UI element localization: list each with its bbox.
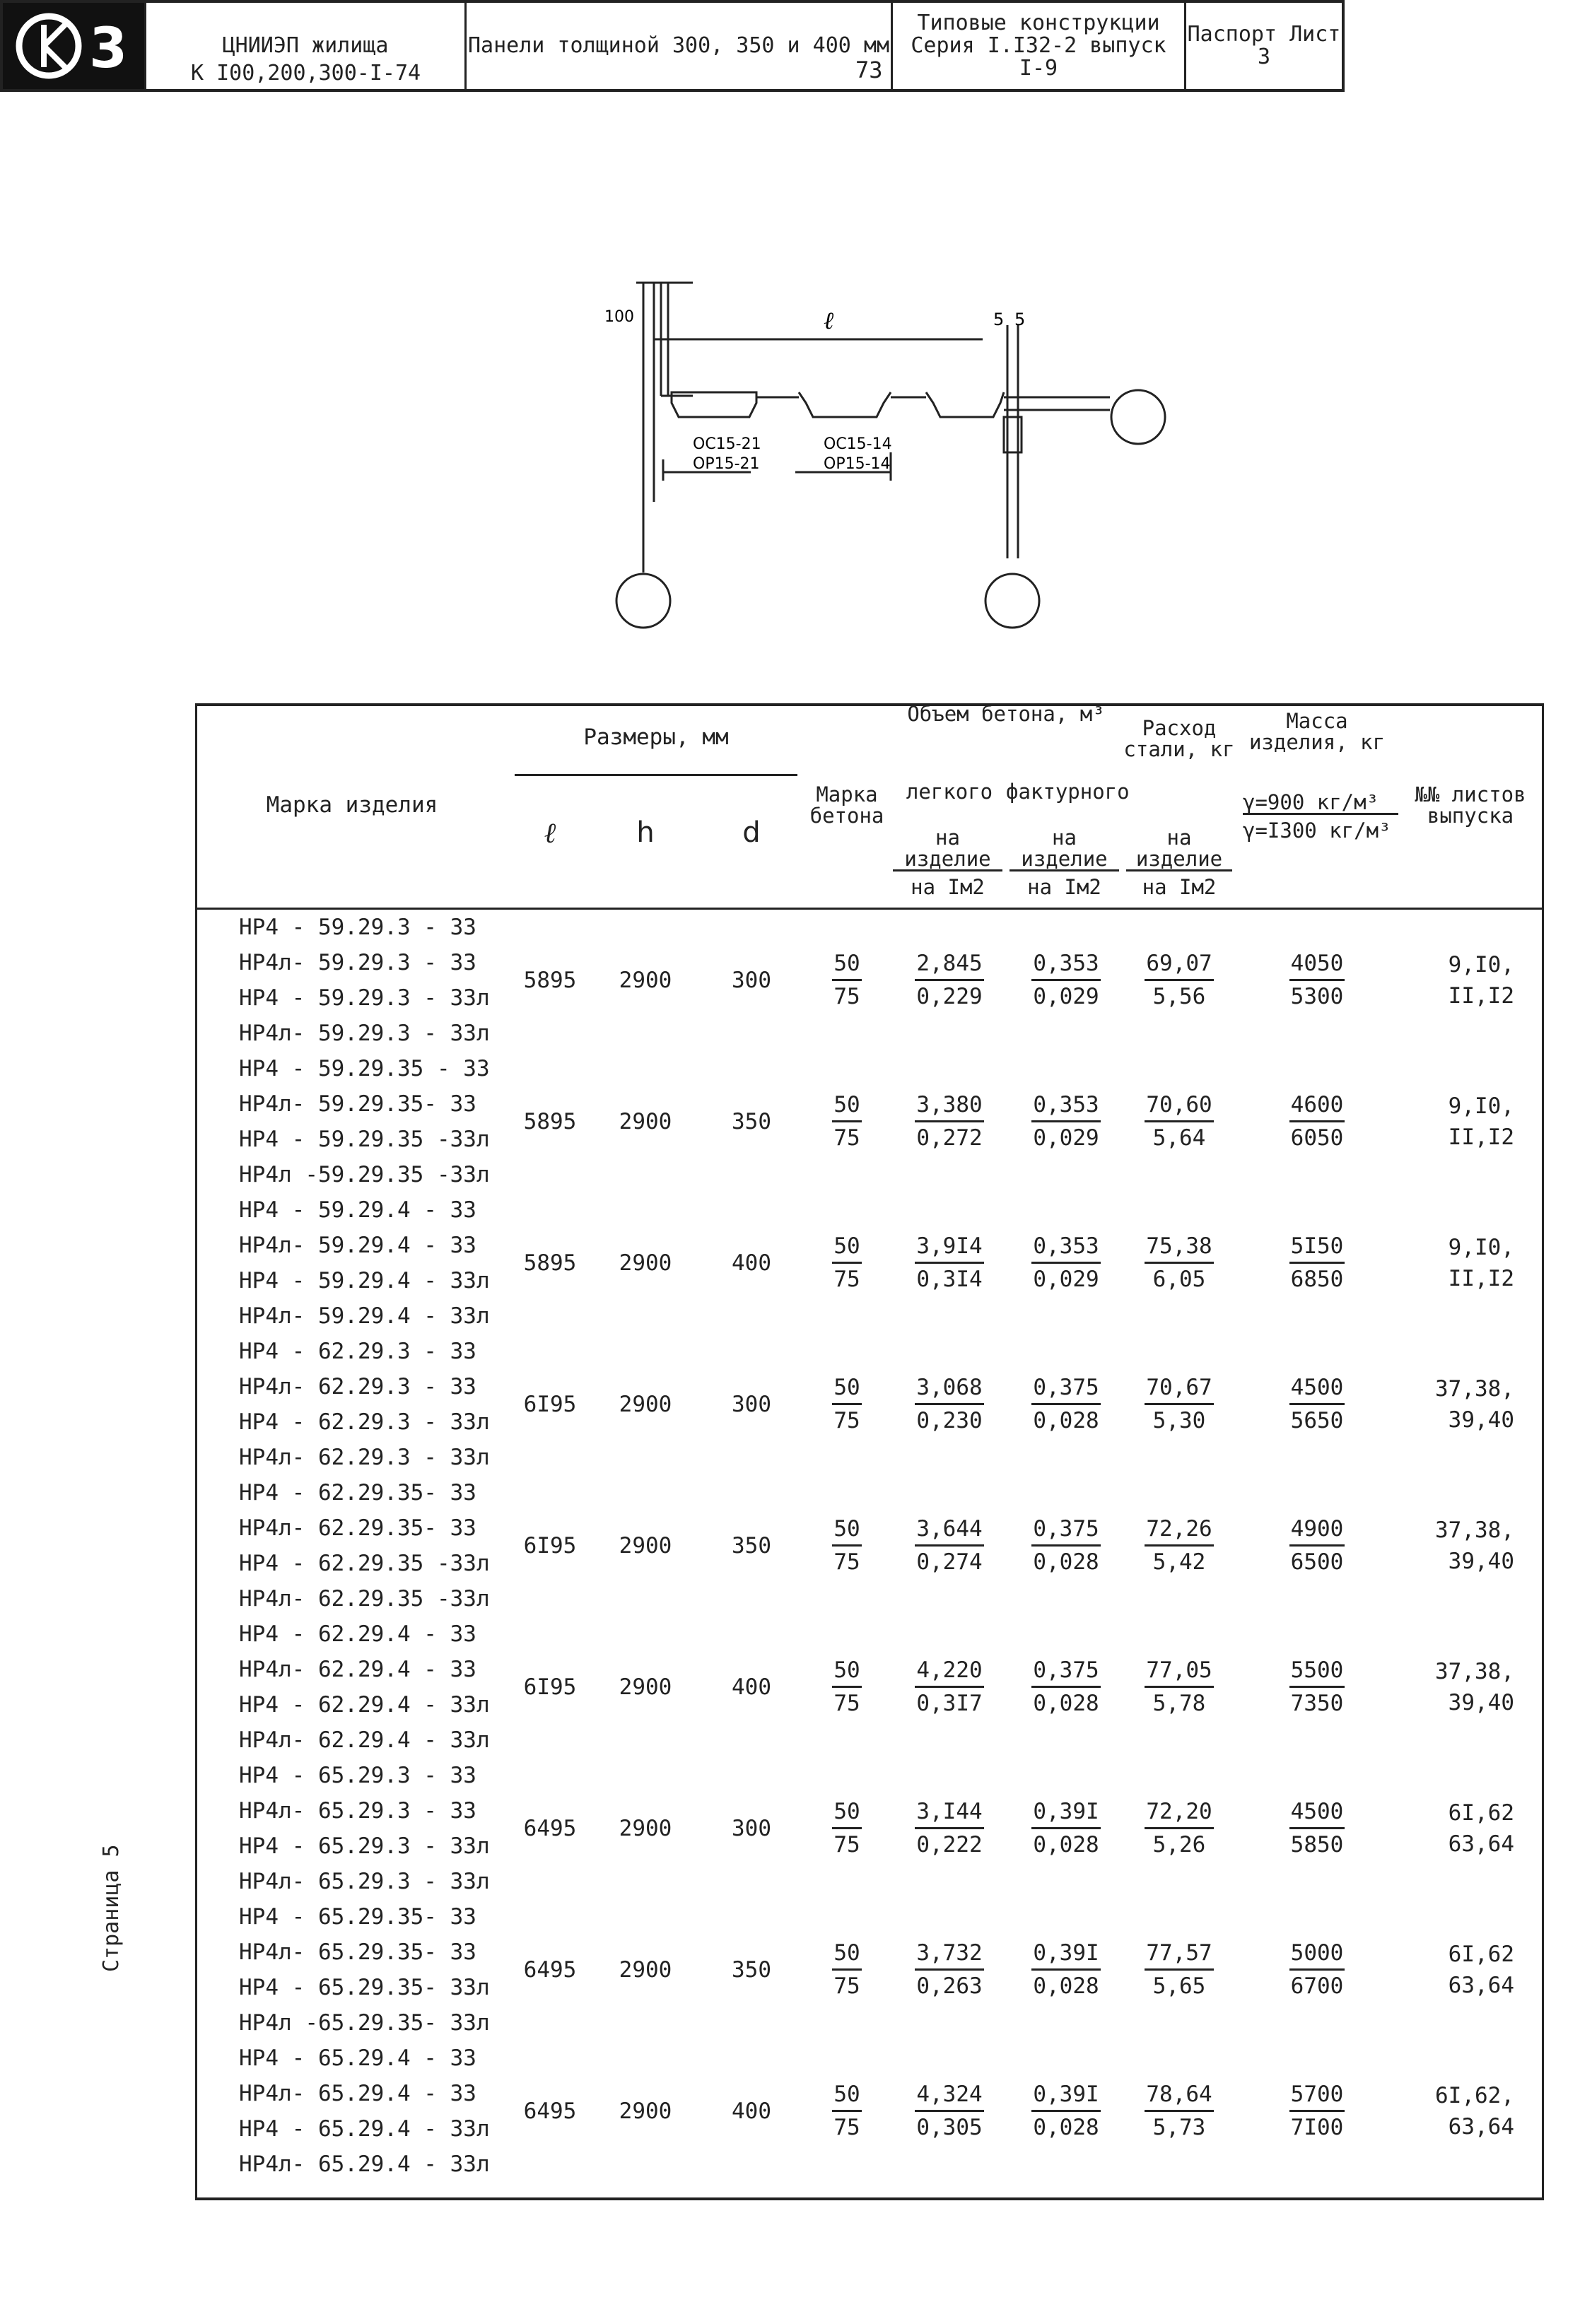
header-mark: Марка изделия xyxy=(266,792,438,818)
product-mark: НР4 - 59.29.3 - 33 xyxy=(239,914,476,940)
header-volume-label: Объем бетона, м³ xyxy=(907,702,1105,726)
product-mark: НР4л- 62.29.35 -33л xyxy=(239,1585,490,1612)
light-concrete-volume-bottom: 0,272 xyxy=(916,1125,983,1151)
header-per-m2-facing: на Iм2 xyxy=(1027,875,1101,899)
light-concrete-volume-top: 2,845 xyxy=(915,948,983,981)
size-l: 5895 xyxy=(523,1250,577,1276)
sheets-cell xyxy=(1398,1616,1543,1758)
item-mass-bottom: 5650 xyxy=(1290,1408,1344,1433)
size-l: 6I95 xyxy=(523,1532,577,1559)
size-l: 5895 xyxy=(523,967,577,993)
steel-consumption xyxy=(1123,1899,1236,2041)
facing-concrete-volume-bottom: 0,028 xyxy=(1033,1973,1099,1999)
product-mark: НР4л -59.29.35 -33л xyxy=(239,1161,490,1187)
light-concrete-volume-top: 3,9I4 xyxy=(915,1231,983,1264)
label-op15-14: ОР15-14 xyxy=(824,455,891,473)
sheets-cell xyxy=(1398,1758,1543,1899)
item-mass-bottom: 5300 xyxy=(1290,984,1344,1009)
header-d: d xyxy=(742,816,761,849)
light-concrete-volume-top: 3,068 xyxy=(915,1372,983,1405)
steel-consumption xyxy=(1123,1758,1236,1899)
sheets-line-2: 63,64 xyxy=(1448,1972,1514,1998)
header-steel-label: Расход стали, кг xyxy=(1123,716,1235,761)
header-concrete-volume xyxy=(889,702,1130,908)
marks-cell xyxy=(197,1899,508,2041)
sheets-cell xyxy=(1398,1334,1543,1475)
product-mark: НР4 - 59.29.35 - 33 xyxy=(239,1055,490,1081)
product-mark: НР4л- 62.29.4 - 33л xyxy=(239,1727,490,1753)
concrete-grade xyxy=(804,1616,889,1758)
item-mass-bottom: 6500 xyxy=(1290,1549,1344,1575)
light-concrete-volume xyxy=(889,1475,1010,1616)
light-concrete-volume xyxy=(889,2041,1010,2182)
concrete-grade-bottom: 75 xyxy=(833,984,860,1009)
size-d: 400 xyxy=(732,2098,771,2124)
dim-5a: 5 xyxy=(993,310,1005,329)
product-mark: НР4 - 62.29.35- 33 xyxy=(239,1479,476,1506)
item-mass-top: 4500 xyxy=(1289,1796,1345,1829)
item-mass-top: 5700 xyxy=(1289,2079,1345,2112)
table-row xyxy=(197,1051,1543,1192)
header-concrete-grade: Марка бетона xyxy=(809,782,884,828)
light-concrete-volume-top: 3,732 xyxy=(915,1937,983,1971)
products-table xyxy=(197,703,1543,2182)
item-mass xyxy=(1236,1051,1398,1192)
marks-cell xyxy=(197,1334,508,1475)
concrete-grade-bottom: 75 xyxy=(833,1832,860,1858)
steel-consumption xyxy=(1123,908,1236,1051)
steel-consumption xyxy=(1123,1475,1236,1616)
product-mark: НР4л- 59.29.35- 33 xyxy=(239,1091,476,1117)
item-mass xyxy=(1236,1616,1398,1758)
concrete-grade xyxy=(804,908,889,1051)
header-per-item-light: на изделие xyxy=(893,827,1002,872)
header-per-item-facing: на изделие xyxy=(1010,827,1119,872)
sheets-line-1: 9,I0, xyxy=(1448,951,1514,978)
dim-100: 100 xyxy=(604,308,634,326)
size-h: 2900 xyxy=(619,1815,672,1841)
product-mark: НР4 - 65.29.3 - 33л xyxy=(239,1833,490,1859)
light-concrete-volume xyxy=(889,1192,1010,1334)
steel-consumption-top: 77,57 xyxy=(1145,1937,1213,1971)
light-concrete-volume xyxy=(889,908,1010,1051)
item-mass-top: 4600 xyxy=(1289,1089,1345,1122)
marks-cell xyxy=(197,1051,508,1192)
sheets-line-2: II,I2 xyxy=(1448,982,1514,1009)
sheets-line-2: II,I2 xyxy=(1448,1265,1514,1291)
marks-cell xyxy=(197,1475,508,1616)
table-row xyxy=(197,1475,1543,1616)
product-mark: НР4 - 65.29.35- 33л xyxy=(239,1974,490,2000)
size-l: 5895 xyxy=(523,1108,577,1134)
marks-cell xyxy=(197,908,508,1051)
concrete-grade-top: 50 xyxy=(832,1372,861,1405)
item-mass xyxy=(1236,1192,1398,1334)
product-mark: НР4 - 65.29.4 - 33л xyxy=(239,2115,490,2142)
steel-consumption-bottom: 5,56 xyxy=(1152,984,1206,1009)
sheets-line-2: 63,64 xyxy=(1448,2113,1514,2140)
product-mark: НР4 - 59.29.3 - 33л xyxy=(239,985,490,1011)
size-d: 350 xyxy=(732,1956,771,1983)
item-mass xyxy=(1236,1758,1398,1899)
label-oc15-14: ОС15-14 xyxy=(824,435,892,453)
facing-concrete-volume xyxy=(1010,908,1123,1051)
concrete-grade-bottom: 75 xyxy=(833,1125,860,1151)
sheets-cell xyxy=(1398,1899,1543,2041)
size-d: 350 xyxy=(732,1532,771,1559)
size-d: 400 xyxy=(732,1674,771,1700)
concrete-grade-top: 50 xyxy=(832,1655,861,1688)
facing-concrete-volume xyxy=(1010,1051,1123,1192)
sheets-line-1: 37,38, xyxy=(1435,1517,1514,1543)
product-mark: НР4 - 62.29.3 - 33л xyxy=(239,1409,490,1435)
product-mark: НР4л- 59.29.3 - 33 xyxy=(239,949,476,975)
header-l: ℓ xyxy=(544,817,556,850)
marks-cell xyxy=(197,2041,508,2182)
sheets-line-2: II,I2 xyxy=(1448,1124,1514,1150)
product-mark: НР4л- 65.29.4 - 33л xyxy=(239,2151,490,2177)
concrete-grade-bottom: 75 xyxy=(833,1267,860,1292)
item-mass xyxy=(1236,1475,1398,1616)
item-mass-top: 4050 xyxy=(1289,948,1345,981)
item-mass-bottom: 5850 xyxy=(1290,1832,1344,1858)
item-mass xyxy=(1236,1899,1398,2041)
steel-consumption xyxy=(1123,1192,1236,1334)
header-mass xyxy=(1236,703,1398,908)
table-row xyxy=(197,1758,1543,1899)
steel-consumption xyxy=(1123,1334,1236,1475)
item-mass xyxy=(1236,908,1398,1051)
product-mark: НР4л- 65.29.35- 33 xyxy=(239,1939,476,1965)
sheets-line-1: 37,38, xyxy=(1435,1375,1514,1402)
concrete-grade-bottom: 75 xyxy=(833,1549,860,1575)
concrete-grade xyxy=(804,2041,889,2182)
product-mark: НР4 - 62.29.4 - 33л xyxy=(239,1691,490,1718)
table-row xyxy=(197,908,1543,1051)
concrete-grade xyxy=(804,1475,889,1616)
size-h: 2900 xyxy=(619,2098,672,2124)
label-op15-21: ОР15-21 xyxy=(693,455,760,473)
concrete-grade-top: 50 xyxy=(832,1796,861,1829)
facing-concrete-volume-bottom: 0,029 xyxy=(1033,1125,1099,1151)
concrete-grade xyxy=(804,1334,889,1475)
light-concrete-volume-top: 3,I44 xyxy=(915,1796,983,1829)
size-h: 2900 xyxy=(619,1108,672,1134)
table-row xyxy=(197,2041,1543,2182)
size-l: 6495 xyxy=(523,1815,577,1841)
product-mark: НР4 - 62.29.4 - 33 xyxy=(239,1621,476,1647)
sheets-cell xyxy=(1398,2041,1543,2182)
product-mark: НР4л- 62.29.3 - 33л xyxy=(239,1444,490,1470)
product-mark: НР4л- 59.29.3 - 33л xyxy=(239,1020,490,1046)
sheets-line-2: 39,40 xyxy=(1448,1548,1514,1574)
facing-concrete-volume-top: 0,375 xyxy=(1031,1513,1100,1547)
light-concrete-volume-bottom: 0,3I7 xyxy=(916,1691,983,1716)
light-concrete-volume-bottom: 0,230 xyxy=(916,1408,983,1433)
product-mark: НР4л- 65.29.4 - 33 xyxy=(239,2080,476,2106)
sheets-line-1: 6I,62, xyxy=(1435,2082,1514,2108)
side-page-note: Страница 5 xyxy=(99,1844,124,1972)
product-mark: НР4л- 62.29.4 - 33 xyxy=(239,1656,476,1682)
ckz-logo xyxy=(3,3,144,89)
steel-consumption-bottom: 5,64 xyxy=(1152,1125,1206,1151)
dim-l: ℓ xyxy=(824,307,834,335)
header-per-m2-steel: на Iм2 xyxy=(1142,875,1217,899)
facing-concrete-volume xyxy=(1010,1192,1123,1334)
size-l: 6I95 xyxy=(523,1674,577,1700)
light-concrete-volume-bottom: 0,263 xyxy=(916,1973,983,1999)
facing-concrete-volume xyxy=(1010,1475,1123,1616)
size-d: 300 xyxy=(732,967,771,993)
panel-joint-diagram xyxy=(580,269,1188,636)
concrete-grade-top: 50 xyxy=(832,1937,861,1971)
size-h: 2900 xyxy=(619,1391,672,1417)
item-mass-bottom: 6050 xyxy=(1290,1125,1344,1151)
steel-consumption-bottom: 5,26 xyxy=(1152,1832,1206,1858)
item-mass xyxy=(1236,1334,1398,1475)
light-concrete-volume-top: 4,324 xyxy=(915,2079,983,2112)
sheets-cell xyxy=(1398,908,1543,1051)
sheets-line-1: 9,I0, xyxy=(1448,1234,1514,1260)
light-concrete-volume-bottom: 0,274 xyxy=(916,1549,983,1575)
size-d: 400 xyxy=(732,1250,771,1276)
header-facing: фактурного xyxy=(1006,780,1130,804)
label-oc15-21: ОС15-21 xyxy=(693,435,761,453)
sheets-line-2: 39,40 xyxy=(1448,1407,1514,1433)
facing-concrete-volume xyxy=(1010,1899,1123,2041)
facing-concrete-volume xyxy=(1010,1334,1123,1475)
facing-concrete-volume-bottom: 0,028 xyxy=(1033,1408,1099,1433)
steel-consumption xyxy=(1123,1051,1236,1192)
facing-concrete-volume-bottom: 0,028 xyxy=(1033,1549,1099,1575)
light-concrete-volume-top: 4,220 xyxy=(915,1655,983,1688)
facing-concrete-volume-top: 0,375 xyxy=(1031,1655,1100,1688)
concrete-grade-bottom: 75 xyxy=(833,1408,860,1433)
header-per-m2-light: на Iм2 xyxy=(911,875,985,899)
steel-consumption-bottom: 5,78 xyxy=(1152,1691,1206,1716)
ckz-logo-icon xyxy=(10,7,137,85)
steel-consumption-top: 72,26 xyxy=(1145,1513,1213,1547)
sheet-info: Паспорт Лист 3 xyxy=(1184,3,1342,89)
item-mass-top: 5500 xyxy=(1289,1655,1345,1688)
light-concrete-volume-bottom: 0,3I4 xyxy=(916,1267,983,1292)
size-h: 2900 xyxy=(619,1250,672,1276)
product-mark: НР4л- 62.29.35- 33 xyxy=(239,1515,476,1541)
table-row xyxy=(197,1192,1543,1334)
item-mass-bottom: 7350 xyxy=(1290,1691,1344,1716)
light-concrete-volume-bottom: 0,222 xyxy=(916,1832,983,1858)
sheets-cell xyxy=(1398,1192,1543,1334)
light-concrete-volume-top: 3,380 xyxy=(915,1089,983,1122)
facing-concrete-volume-top: 0,353 xyxy=(1031,1231,1100,1264)
product-mark: НР4 - 65.29.35- 33 xyxy=(239,1903,476,1930)
sheets-line-1: 6I,62 xyxy=(1448,1941,1514,1967)
table-row xyxy=(197,1334,1543,1475)
series: Типовые конструкции Серия I.I32-2 выпуск I-9 xyxy=(891,3,1184,89)
facing-concrete-volume xyxy=(1010,1616,1123,1758)
header-sizes xyxy=(508,703,804,908)
steel-consumption-top: 78,64 xyxy=(1145,2079,1213,2112)
facing-concrete-volume-top: 0,375 xyxy=(1031,1372,1100,1405)
table-row xyxy=(197,1616,1543,1758)
steel-consumption-bottom: 6,05 xyxy=(1152,1267,1206,1292)
light-concrete-volume xyxy=(889,1051,1010,1192)
product-mark: НР4 - 62.29.3 - 33 xyxy=(239,1338,476,1364)
product-mark: НР4 - 65.29.4 - 33 xyxy=(239,2045,476,2071)
steel-consumption xyxy=(1123,2041,1236,2182)
facing-concrete-volume-top: 0,39I xyxy=(1031,2079,1100,2112)
product-mark: НР4л -65.29.35- 33л xyxy=(239,2009,490,2036)
light-concrete-volume-top: 3,644 xyxy=(915,1513,983,1547)
steel-consumption-top: 72,20 xyxy=(1145,1796,1213,1829)
concrete-grade xyxy=(804,1899,889,2041)
steel-consumption-top: 70,60 xyxy=(1145,1089,1213,1122)
light-concrete-volume xyxy=(889,1616,1010,1758)
sheets-line-2: 63,64 xyxy=(1448,1831,1514,1857)
item-mass-bottom: 6850 xyxy=(1290,1267,1344,1292)
item-mass-bottom: 7I00 xyxy=(1290,2115,1344,2140)
light-concrete-volume xyxy=(889,1899,1010,2041)
light-concrete-volume-bottom: 0,229 xyxy=(916,984,983,1009)
product-mark: НР4л- 62.29.3 - 33 xyxy=(239,1373,476,1399)
header-per-item-steel: на изделие xyxy=(1126,827,1232,872)
item-mass-top: 5I50 xyxy=(1289,1231,1345,1264)
facing-concrete-volume-bottom: 0,029 xyxy=(1033,984,1099,1009)
steel-consumption xyxy=(1123,1616,1236,1758)
facing-concrete-volume-top: 0,39I xyxy=(1031,1937,1100,1971)
size-l: 6495 xyxy=(523,2098,577,2124)
product-mark: НР4л- 65.29.3 - 33 xyxy=(239,1797,476,1824)
light-concrete-volume xyxy=(889,1758,1010,1899)
header-steel xyxy=(1123,703,1236,908)
item-mass-bottom: 6700 xyxy=(1290,1973,1344,1999)
product-mark: НР4 - 59.29.4 - 33л xyxy=(239,1267,490,1293)
sheets-line-1: 9,I0, xyxy=(1448,1093,1514,1119)
header-sheets: №№ листов выпуска xyxy=(1415,782,1526,828)
concrete-grade-bottom: 75 xyxy=(833,1691,860,1716)
page-number: 73 xyxy=(855,57,883,83)
facing-concrete-volume xyxy=(1010,1758,1123,1899)
concrete-grade-top: 50 xyxy=(832,1089,861,1122)
item-mass-top: 5000 xyxy=(1289,1937,1345,1971)
product-mark: НР4 - 59.29.4 - 33 xyxy=(239,1197,476,1223)
product-mark: НР4л- 59.29.4 - 33 xyxy=(239,1232,476,1258)
light-concrete-volume xyxy=(889,1334,1010,1475)
product-mark: НР4 - 65.29.3 - 33 xyxy=(239,1762,476,1788)
steel-consumption-bottom: 5,42 xyxy=(1152,1549,1206,1575)
header-sizes-label: Размеры, мм xyxy=(583,724,729,750)
sheets-line-2: 39,40 xyxy=(1448,1689,1514,1715)
concrete-grade-bottom: 75 xyxy=(833,2115,860,2140)
item-mass-top: 4900 xyxy=(1289,1513,1345,1547)
concrete-grade-top: 50 xyxy=(832,2079,861,2112)
header-h: h xyxy=(636,816,655,849)
size-h: 2900 xyxy=(619,1674,672,1700)
size-l: 6495 xyxy=(523,1956,577,1983)
steel-consumption-top: 77,05 xyxy=(1145,1655,1213,1688)
marks-cell xyxy=(197,1192,508,1334)
steel-consumption-bottom: 5,30 xyxy=(1152,1408,1206,1433)
concrete-grade xyxy=(804,1758,889,1899)
facing-concrete-volume-bottom: 0,029 xyxy=(1033,1267,1099,1292)
facing-concrete-volume-bottom: 0,028 xyxy=(1033,1832,1099,1858)
facing-concrete-volume-top: 0,353 xyxy=(1031,1089,1100,1122)
product-mark: НР4 - 59.29.35 -33л xyxy=(239,1126,490,1152)
steel-consumption-top: 69,07 xyxy=(1145,948,1213,981)
steel-consumption-top: 70,67 xyxy=(1145,1372,1213,1405)
table-body xyxy=(197,908,1543,2182)
facing-concrete-volume-bottom: 0,028 xyxy=(1033,1691,1099,1716)
steel-consumption-bottom: 5,65 xyxy=(1152,1973,1206,1999)
steel-consumption-top: 75,38 xyxy=(1145,1231,1213,1264)
organization: ЦНИИЭП жилища xyxy=(144,3,464,89)
concrete-grade-top: 50 xyxy=(832,1231,861,1264)
sheets-cell xyxy=(1398,1051,1543,1192)
steel-consumption-bottom: 5,73 xyxy=(1152,2115,1206,2140)
facing-concrete-volume xyxy=(1010,2041,1123,2182)
product-mark: НР4 - 62.29.35 -33л xyxy=(239,1550,490,1576)
marks-cell xyxy=(197,1616,508,1758)
header-light: легкого xyxy=(906,780,993,804)
size-d: 300 xyxy=(732,1815,771,1841)
size-h: 2900 xyxy=(619,1956,672,1983)
sheets-line-1: 6I,62 xyxy=(1448,1800,1514,1826)
light-concrete-volume-bottom: 0,305 xyxy=(916,2115,983,2140)
header-mass-gamma1: γ=900 кг/м³ xyxy=(1243,792,1398,815)
size-l: 6I95 xyxy=(523,1391,577,1417)
item-mass-top: 4500 xyxy=(1289,1372,1345,1405)
product-mark: НР4л- 65.29.3 - 33л xyxy=(239,1868,490,1894)
header-mass-label: Масса изделия, кг xyxy=(1248,709,1386,754)
facing-concrete-volume-top: 0,39I xyxy=(1031,1796,1100,1829)
dim-5b: 5 xyxy=(1014,310,1026,329)
table-row xyxy=(197,1899,1543,2041)
concrete-grade-top: 50 xyxy=(832,948,861,981)
facing-concrete-volume-bottom: 0,028 xyxy=(1033,2115,1099,2140)
size-d: 350 xyxy=(732,1108,771,1134)
marks-cell xyxy=(197,1758,508,1899)
size-h: 2900 xyxy=(619,1532,672,1559)
size-d: 300 xyxy=(732,1391,771,1417)
facing-concrete-volume-top: 0,353 xyxy=(1031,948,1100,981)
concrete-grade xyxy=(804,1192,889,1334)
concrete-grade xyxy=(804,1051,889,1192)
subject: Панели толщиной 300, 350 и 400 мм xyxy=(464,3,891,89)
header-mass-gamma2: γ=I300 кг/м³ xyxy=(1243,818,1391,843)
document-code: К I00,200,300-I-74 xyxy=(191,61,421,86)
item-mass xyxy=(1236,2041,1398,2182)
size-h: 2900 xyxy=(619,967,672,993)
concrete-grade-bottom: 75 xyxy=(833,1973,860,1999)
svg-text:3: 3 xyxy=(89,17,128,81)
product-mark: НР4л- 59.29.4 - 33л xyxy=(239,1303,490,1329)
sheets-line-1: 37,38, xyxy=(1435,1658,1514,1684)
concrete-grade-top: 50 xyxy=(832,1513,861,1547)
sheets-cell xyxy=(1398,1475,1543,1616)
